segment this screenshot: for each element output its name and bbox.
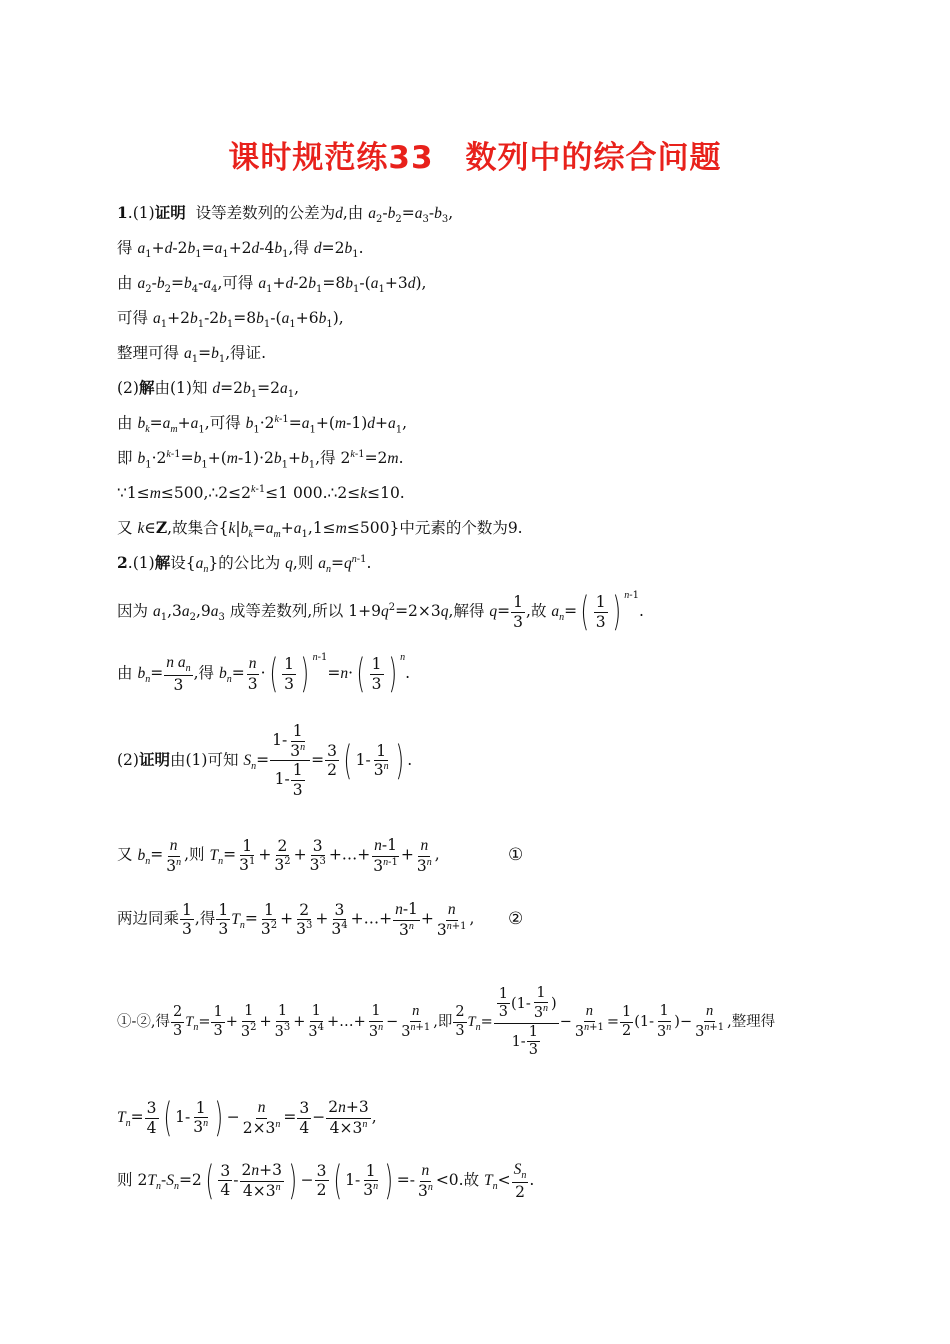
- p2-line-5: 又 $b_n=$ $\frac{n}{3^n}$ ,则 $T_n=$ $\frac{1}{3^1}$ + $\frac{2}{3^2}$ + $\frac{3}{3^3}$ +…+ $\frac{n-1}{3^{n-1}}$ + $\frac{n}{3^n}$ ,: [117, 836, 440, 875]
- p1-number: 1: [117, 203, 128, 222]
- p2-part1: (1): [132, 554, 155, 573]
- p2-number: 2: [117, 553, 128, 573]
- p2-label-prove: 证明: [138, 749, 170, 769]
- p1-part1: (1): [132, 204, 155, 222]
- p2-line-6: 两边同乘 $\frac{1}{3}$ ,得 $\frac{1}{3}$ $T_n=$ $\frac{1}{3^2}$ + $\frac{2}{3^3}$ + $\frac{3}{3^4}$ +…+ $\frac{n-1}{3^n}$ + $\frac{n}{3^{n+1}}$ ,: [117, 900, 475, 939]
- p1-line-8: 即 $b_1\cdot 2^{k-1}=b_1+(m-1)\cdot 2b_1+b_1$,得 $2^{k-1}=2m$.: [117, 449, 404, 471]
- p2-l9-end: 故: [463, 1170, 480, 1189]
- p1-line-10: 又 k∈Z,故集合$\{k|b_k=a_m+a_1,1\le m\le 500\}$中元素的个数为9.: [117, 518, 523, 541]
- p1-line-2: 得 $a_1+d-2b_1=a_1+2d-4b_1$,得 $d=2b_1$.: [117, 239, 364, 261]
- p1-l8-prefix: 即: [117, 449, 133, 468]
- p2-line-1: 2.(1)解设$\{a_n\}$的公比为 q,则 $a_n=q^{n-1}$.: [117, 553, 372, 576]
- equation-mark-2: ②: [508, 909, 524, 929]
- p1-line-3: 由 $a_2-b_2=b_4-a_4$,可得 $a_1+d-2b_1=8b_1-(a_1+3d)$,: [117, 274, 427, 296]
- p2-line-4: (2)证明由(1)可知 $S_n=$ 1- $\frac{1}{3^n}$ 1- $\frac{1}{3}$ = $\frac{3}{2}$ ( 1- $\frac{1}{3^n}$ ) .: [117, 722, 413, 799]
- p1-label-solve: 解: [138, 378, 155, 397]
- p2-l2-end: 解得: [453, 602, 485, 620]
- p2-line-3: 由 $b_n=$ $\frac{n a_n}{3}$ ,得 $b_n=$ $\frac{n}{3}$ ·( $\frac{1}{3}$ ) $^{n-1}$=n·( $\frac{1}{3}$ ) $^n$.: [117, 651, 411, 697]
- p2-l3-text: 由: [117, 664, 133, 682]
- p1-l5-text: 整理可得: [117, 344, 180, 362]
- p1-line-6: (2)解由(1)知 $d=2b_1=2a_1$,: [117, 378, 300, 401]
- p2-line-9: 则 $2T_n-S_n=2$( $\frac{3}{4}$ - $\frac{2n+3}{4\times 3^n}$ ) − $\frac{3}{2}$ ( 1- $\frac{1}{3^n}$ ) =- $\frac{n}{3^n}$ <0.故 $T_n<$ $\frac{S_n}{2}$ .: [117, 1157, 535, 1204]
- p2-l2-mid: 成等差数列,所以: [229, 602, 344, 620]
- p1-label-prove: 证明: [154, 203, 186, 222]
- p2-l9-text: 则: [117, 1170, 133, 1189]
- p2-line-8: $T_n=$ $\frac{3}{4}$ ( 1- $\frac{1}{3^n}$ ) − $\frac{n}{2\times 3^n}$ = $\frac{3}{4}$ − $\frac{2n+3}{4\times 3^n}$ ,: [117, 1095, 377, 1141]
- p2-l2-text: 因为: [117, 602, 149, 620]
- p1-l3-prefix: 由: [117, 274, 133, 292]
- p1-l5-end: 得证.: [230, 344, 267, 362]
- p1-l7-prefix: 由: [117, 414, 133, 433]
- p2-label-solve: 解: [154, 553, 171, 573]
- p1-l2-prefix: 得: [117, 239, 133, 257]
- p1-line-9: $\because 1\le m\le 500,\therefore 2\le 2^{k-1}\le 1$ 000.∴2≤k≤10.: [117, 484, 405, 503]
- p1-line-1: 1.(1)证明 设等差数列的公差为d,由 $a_2-b_2=a_3-b_3$,: [117, 203, 454, 226]
- p1-l10-end: 中元素的个数为9.: [399, 519, 523, 537]
- p2-l4-text: (2): [117, 750, 139, 769]
- p2-l7-mid: 即: [437, 1014, 453, 1031]
- p1-l6-text: 由(1)知: [154, 379, 208, 397]
- p1-line-5: 整理可得 $a_1=b_1$,得证.: [117, 344, 267, 366]
- p1-l6-prefix: (2): [117, 379, 139, 397]
- p2-l6-text: 两边同乘: [117, 909, 180, 928]
- p1-line-7: 由 $b_k=a_m+a_1$,可得 $b_1\cdot 2^{k-1}=a_1+(m-1)d+a_1$,: [117, 414, 408, 436]
- p1-l4-prefix: 可得: [117, 309, 149, 327]
- p2-line-2: 因为 $a_1,3a_2,9a_3$ 成等差数列,所以 $1+9q^2=2\times 3q$,解得 q= $\frac{1}{3}$ ,故 $a_n=$( $\frac{1}{3}$ ) $^{n-1}$.: [117, 589, 644, 635]
- p2-l5-text: 又: [117, 845, 133, 864]
- page-title: 课时规范练33 数列中的综合问题: [228, 140, 722, 176]
- p1-l10-prefix: 又: [117, 519, 133, 537]
- p1-l1-text: 设等差数列的公差为: [195, 204, 336, 222]
- p2-line-7: ①-②,得 $\frac{2}{3}$ $T_n=$ $\frac{1}{3}$ + $\frac{1}{3^2}$ + $\frac{1}{3^3}$ + $\frac{1}{3^4}$ +…+ $\frac{1}{3^n}$ − $\frac{n}{3^{n+1}}$ ,即 $\frac{2}{3}$ $T_n=$ $\frac{1}{3}$ (1- $\frac{1}{3^n}$ ) 1- $\frac{1}{3}$ − $\frac{n}{3^{n+1}}$ = $\frac{1}{2}$ (1- $\frac{1}{3^n}$ )− $\frac{n}{3^{n+1}}$ ,整理得: [117, 985, 776, 1058]
- p1-line-4: 可得 $a_1+2b_1-2b_1=8b_1-(a_1+6b_1)$,: [117, 309, 344, 331]
- p2-l7-end: 整理得: [731, 1014, 776, 1031]
- p2-l4-mid: 由(1)可知: [169, 750, 239, 769]
- equation-mark-1: ①: [508, 845, 524, 865]
